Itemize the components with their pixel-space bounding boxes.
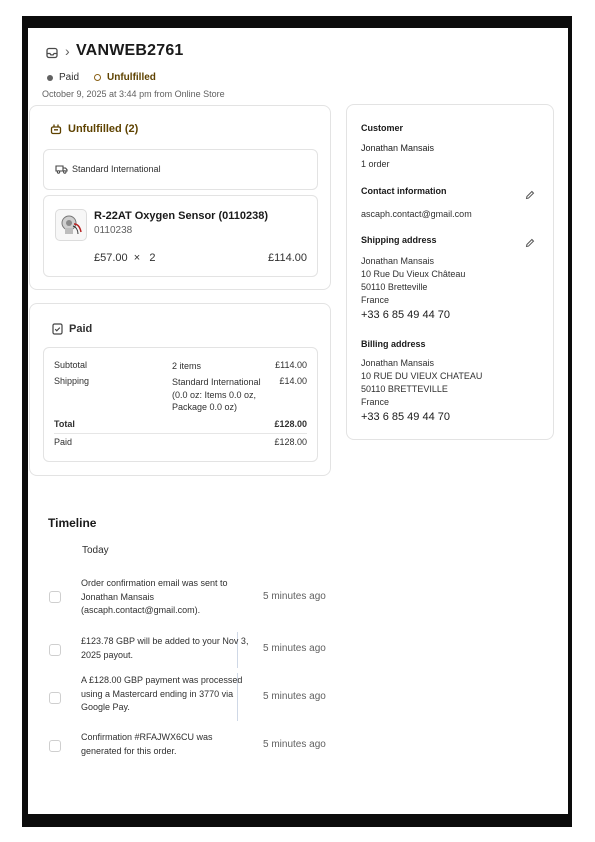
timeline-event-text: Order confirmation email was sent to Jonathan Mansais (ascaph.contact@gmail.com). [81, 578, 228, 615]
shipping-desc: Standard International (0.0 oz: Items 0.0 oz, Package 0.0 oz) [172, 377, 261, 412]
shipping-value: £14.00 [279, 376, 307, 386]
customer-card [346, 104, 554, 440]
timeline-event-time: 5 minutes ago [263, 591, 326, 602]
page-title: VANWEB2761 [76, 42, 184, 59]
timeline-day-label: Today [82, 545, 109, 556]
billing-address-heading: Billing address [361, 339, 426, 349]
product-title[interactable]: R-22AT Oxygen Sensor (0110238) [94, 210, 269, 222]
edit-contact-icon[interactable] [525, 187, 535, 197]
shipping-address-line: Jonathan Mansais [361, 256, 435, 266]
billing-address-line: Jonathan Mansais [361, 358, 435, 368]
billing-address-line: 50110 BRETTEVILLE [361, 384, 448, 394]
timeline-event-checkbox[interactable] [49, 740, 61, 752]
payment-heading [52, 323, 92, 335]
subtotal-value: £114.00 [275, 360, 307, 370]
fulfillment-status-badge: Unfulfilled [107, 72, 156, 83]
billing-address-line: 10 RUE DU VIEUX CHATEAU [361, 371, 483, 381]
unfulfilled-card [29, 105, 331, 290]
payment-status-badge: Paid [59, 72, 80, 83]
timeline-event-checkbox[interactable] [49, 692, 61, 704]
unfulfilled-dot-icon [94, 74, 101, 81]
shipping-address-line: 50110 Bretteville [361, 282, 428, 292]
shipping-method-box [43, 149, 318, 190]
breadcrumb-separator: › [65, 43, 70, 59]
subtotal-label: Subtotal [54, 360, 88, 370]
total-value: £128.00 [274, 419, 307, 429]
payment-summary [43, 347, 318, 462]
customer-email[interactable]: ascaph.contact@gmail.com [361, 209, 472, 219]
timeline-event-checkbox[interactable] [49, 591, 61, 603]
contact-heading: Contact information [361, 186, 447, 196]
receipt-check-icon [52, 323, 63, 335]
line-item [43, 195, 318, 277]
subtotal-desc: 2 items [172, 361, 202, 371]
timeline-heading: Timeline [48, 516, 97, 530]
timeline-event-time: 5 minutes ago [263, 643, 326, 654]
unit-price-quantity: £57.00 × 2 [94, 252, 156, 264]
shipping-label: Shipping [54, 376, 90, 386]
product-sku: 0110238 [94, 225, 133, 236]
order-date: October 9, 2025 at 3:44 pm from Online Store [42, 89, 225, 99]
customer-orders-link[interactable]: 1 order [361, 159, 390, 169]
shipping-method-label: Standard International [72, 164, 161, 174]
shipping-address-heading: Shipping address [361, 235, 437, 245]
customer-name-link[interactable]: Jonathan Mansais [361, 143, 435, 153]
timeline-event-text: £123.78 GBP will be added to your Nov 3, 2025 payout. [81, 636, 249, 660]
paid-dot-icon [47, 75, 53, 81]
product-thumbnail[interactable] [55, 209, 87, 241]
truck-icon [55, 164, 68, 174]
status-badges [47, 72, 156, 83]
timeline-event-text: Confirmation #RFAJWX6CU was generated for this order. [81, 732, 213, 756]
total-label: Total [54, 419, 75, 429]
order-page [28, 28, 568, 814]
line-total: £114.00 [268, 252, 307, 264]
timeline-event-time: 5 minutes ago [263, 691, 326, 702]
timeline-event-checkbox[interactable] [49, 644, 61, 656]
timeline-event-time: 5 minutes ago [263, 739, 326, 750]
shipping-phone: +33 6 85 49 44 70 [361, 309, 450, 321]
summary-divider [54, 433, 307, 434]
unfulfilled-heading-label: Unfulfilled (2) [68, 123, 139, 135]
paid-value: £128.00 [274, 437, 307, 447]
package-icon [50, 123, 62, 135]
billing-phone: +33 6 85 49 44 70 [361, 411, 450, 423]
payment-heading-label: Paid [69, 323, 93, 335]
customer-heading: Customer [361, 123, 404, 133]
paid-label: Paid [54, 437, 73, 447]
edit-shipping-address-icon[interactable] [525, 235, 535, 245]
shipping-address-line: France [361, 295, 390, 305]
timeline-event-text: A £128.00 GBP payment was processed using a Mastercard ending in 3770 via Google Pay. [81, 675, 243, 712]
billing-address-line: France [361, 397, 390, 407]
unfulfilled-heading [50, 123, 138, 135]
shipping-address-line: 10 Rue Du Vieux Château [361, 269, 466, 279]
orders-inbox-icon[interactable] [46, 46, 58, 58]
payment-card [29, 303, 331, 476]
